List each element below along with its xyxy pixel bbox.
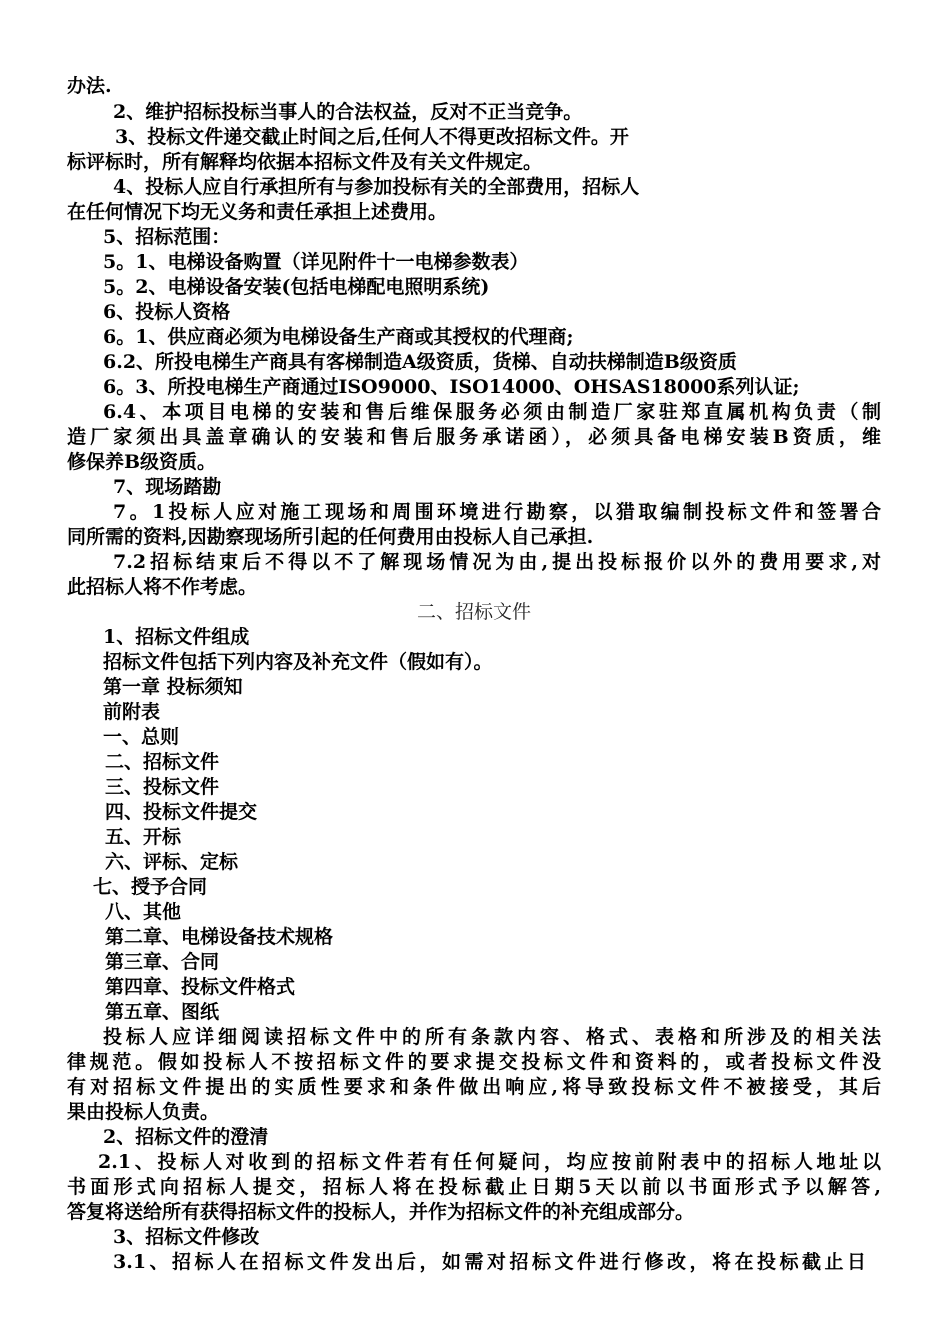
text-line: 6。3、所投电梯生产商通过ISO9000、ISO14000、OHSAS18000系列认证;	[103, 376, 800, 398]
toc-item: 第二章、电梯设备技术规格	[105, 926, 334, 948]
text-line: 律规范。假如投标人不按招标文件的要求提交投标文件和资料的，或者投标文件没	[67, 1051, 881, 1073]
text-line: 果由投标人负责。	[67, 1101, 220, 1123]
text-line: 答复将送给所有获得招标文件的投标人，并作为招标文件的补充组成部分。	[67, 1201, 695, 1223]
text-line: 6.4、本项目电梯的安装和售后维保服务必须由制造厂家驻郑直属机构负责（制	[103, 401, 881, 423]
text-line: 3.1、招标人在招标文件发出后，如需对招标文件进行修改，将在投标截止日	[113, 1251, 866, 1273]
toc-item: 第五章、图纸	[105, 1001, 220, 1023]
toc-item: 七、授予合同	[93, 876, 208, 898]
text-line: 招标文件包括下列内容及补充文件（假如有）。	[103, 651, 493, 673]
text-line: 投标人应详细阅读招标文件中的所有条款内容、格式、表格和所涉及的相关法	[103, 1026, 881, 1048]
toc-item: 第四章、投标文件格式	[105, 976, 296, 998]
toc-item: 二、招标文件	[105, 751, 220, 773]
text-line: 标评标时，所有解释均依据本招标文件及有关文件规定。	[67, 151, 543, 173]
text-line: 在任何情况下均无义务和责任承担上述费用。	[67, 201, 448, 223]
toc-item: 四、投标文件提交	[105, 801, 258, 823]
section-heading: 5、招标范围：	[103, 226, 231, 248]
section-heading: 6、投标人资格	[103, 301, 231, 323]
text-line: 6。1、供应商必须为电梯设备生产商或其授权的代理商;	[103, 326, 574, 348]
text-line: 7。1投标人应对施工现场和周围环境进行勘察，以猎取编制投标文件和签署合	[113, 501, 881, 523]
text-line: 造厂家须出具盖章确认的安装和售后服务承诺函），必须具备电梯安装B资质，维	[67, 426, 881, 448]
section-heading: 2、招标文件的澄清	[103, 1126, 269, 1148]
text-line: 办法.	[67, 75, 112, 97]
text-line: 同所需的资料,因勘察现场所引起的任何费用由投标人自己承担.	[67, 526, 594, 548]
section-heading: 1、招标文件组成	[103, 626, 250, 648]
toc-item: 三、投标文件	[105, 776, 220, 798]
text-line: 7.2招标结束后不得以不了解现场情况为由,提出投标报价以外的费用要求,对	[113, 551, 881, 573]
toc-item: 前附表	[103, 701, 161, 723]
toc-item: 第三章、合同	[105, 951, 220, 973]
text-line: 5。2、电梯设备安装(包括电梯配电照明系统)	[103, 276, 490, 298]
section-heading: 7、现场踏勘	[113, 476, 222, 498]
toc-item: 一、总则	[103, 726, 180, 748]
toc-item: 八、其他	[105, 901, 182, 923]
text-line: 书面形式向招标人提交，招标人将在投标截止日期5天以前以书面形式予以解答,	[67, 1176, 881, 1198]
toc-item: 第一章 投标须知	[103, 676, 243, 698]
text-line: 3、投标文件递交截止时间之后,任何人不得更改招标文件。开	[115, 126, 629, 148]
text-line: 2.1、投标人对收到的招标文件若有任何疑问，均应按前附表中的招标人地址以	[98, 1151, 881, 1173]
text-line: 5。1、电梯设备购置（详见附件十一电梯参数表）	[103, 251, 529, 273]
chapter-heading: 二、招标文件	[416, 601, 531, 623]
text-line: 6.2、所投电梯生产商具有客梯制造A级资质，货梯、自动扶梯制造B级资质	[103, 351, 737, 373]
text-line: 此招标人将不作考虑。	[67, 576, 258, 598]
text-line: 有对招标文件提出的实质性要求和条件做出响应,将导致投标文件不被接受，其后	[67, 1076, 881, 1098]
section-heading: 3、招标文件修改	[113, 1226, 260, 1248]
text-line: 修保养B级资质。	[67, 451, 217, 473]
text-line: 4、投标人应自行承担所有与参加投标有关的全部费用，招标人	[113, 176, 640, 198]
text-line: 2、维护招标投标当事人的合法权益，反对不正当竞争。	[113, 101, 583, 123]
toc-item: 六、评标、定标	[105, 851, 239, 873]
toc-item: 五、开标	[105, 826, 182, 848]
